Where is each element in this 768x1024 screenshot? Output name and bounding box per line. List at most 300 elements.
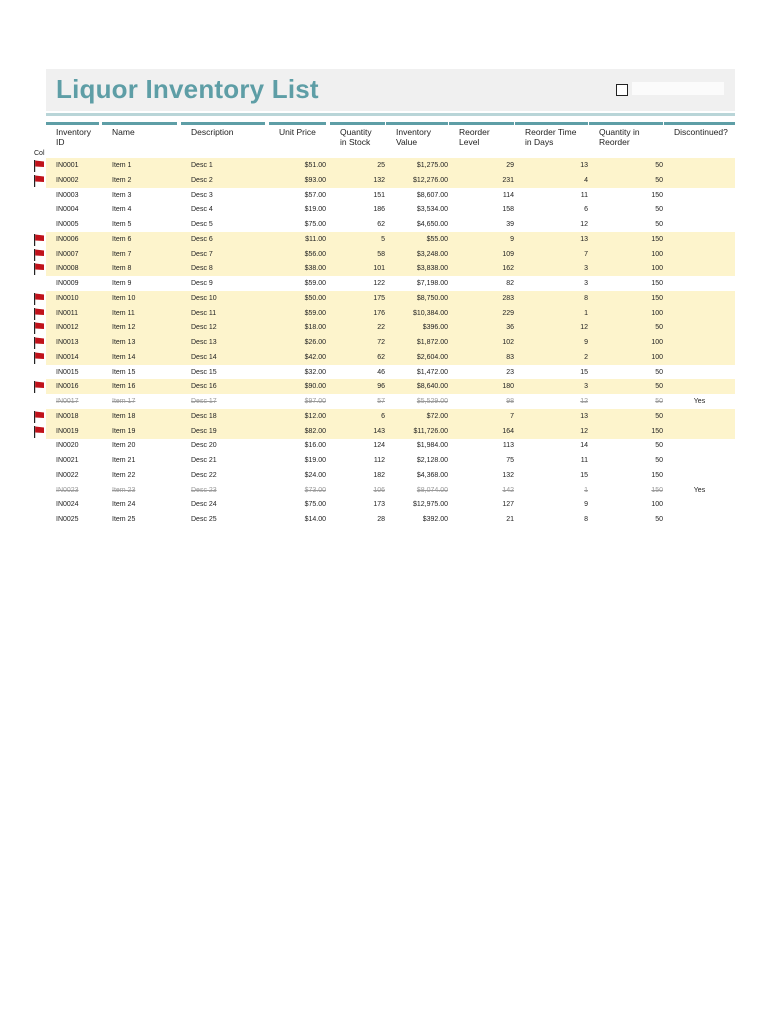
cell-name[interactable]: Item 11 xyxy=(112,309,135,317)
cell-quantity-in-stock[interactable]: 101 xyxy=(373,265,385,273)
cell-inventory-id[interactable]: IN0007 xyxy=(56,250,79,258)
cell-quantity-in-reorder[interactable]: 50 xyxy=(655,221,663,228)
cell-description[interactable]: Desc 5 xyxy=(191,221,213,228)
cell-discontinued[interactable] xyxy=(664,424,735,439)
cell-unit-price[interactable]: $59.00 xyxy=(304,280,326,287)
cell-inventory-value[interactable]: $11,726.00 xyxy=(413,427,448,435)
table-row[interactable] xyxy=(46,232,735,247)
cell-inventory-value[interactable]: $4,368.00 xyxy=(416,471,448,479)
table-row[interactable] xyxy=(46,453,735,468)
table-row[interactable] xyxy=(46,202,735,217)
cell-inventory-value[interactable]: $396.00 xyxy=(422,324,448,332)
cell-unit-price[interactable]: $82.00 xyxy=(304,427,326,435)
cell-discontinued[interactable] xyxy=(664,247,735,262)
cell-quantity-in-reorder[interactable]: 50 xyxy=(655,176,663,184)
cell-inventory-id[interactable]: IN0018 xyxy=(56,412,79,420)
table-row[interactable] xyxy=(46,468,735,483)
cell-unit-price[interactable]: $38.00 xyxy=(304,265,326,273)
cell-description[interactable]: Desc 7 xyxy=(191,250,213,258)
cell-quantity-in-reorder[interactable]: 50 xyxy=(655,162,663,169)
cell-reorder-level[interactable]: 109 xyxy=(502,250,514,258)
cell-inventory-id[interactable]: IN0020 xyxy=(56,442,79,450)
cell-unit-price[interactable]: $14.00 xyxy=(304,516,326,523)
cell-reorder-time[interactable]: 9 xyxy=(584,501,588,509)
checkbox[interactable] xyxy=(616,84,628,96)
cell-reorder-time[interactable]: 14 xyxy=(580,442,588,450)
table-row[interactable] xyxy=(46,188,735,203)
cell-quantity-in-stock[interactable]: 6 xyxy=(381,412,385,420)
table-row[interactable] xyxy=(46,276,735,291)
table-row[interactable] xyxy=(46,320,735,335)
cell-discontinued[interactable] xyxy=(664,232,735,247)
cell-name[interactable]: Item 13 xyxy=(112,339,136,346)
cell-inventory-id[interactable]: IN0004 xyxy=(56,206,79,214)
cell-description[interactable]: Desc 18 xyxy=(191,412,217,420)
cell-quantity-in-stock[interactable]: 72 xyxy=(377,339,385,346)
cell-inventory-value[interactable]: $8,750.00 xyxy=(416,294,448,302)
cell-reorder-level[interactable]: 229 xyxy=(502,309,514,317)
cell-discontinued[interactable] xyxy=(664,335,735,350)
cell-quantity-in-stock[interactable]: 124 xyxy=(373,442,385,450)
cell-discontinued[interactable]: Yes xyxy=(693,398,706,405)
cell-inventory-value[interactable]: $8,074.00 xyxy=(416,486,448,494)
cell-discontinued[interactable] xyxy=(664,453,735,468)
cell-quantity-in-reorder[interactable]: 100 xyxy=(651,250,663,258)
cell-description[interactable]: Desc 1 xyxy=(191,162,213,169)
cell-unit-price[interactable]: $26.00 xyxy=(304,339,326,346)
cell-reorder-time[interactable]: 13 xyxy=(580,235,588,243)
cell-discontinued[interactable] xyxy=(664,497,735,512)
red-flag-icon xyxy=(33,426,45,438)
cell-quantity-in-reorder[interactable]: 150 xyxy=(651,427,663,435)
cell-unit-price[interactable]: $24.00 xyxy=(304,471,326,479)
cell-quantity-in-stock[interactable]: 28 xyxy=(377,516,385,523)
table-row[interactable] xyxy=(46,158,735,173)
cell-quantity-in-stock[interactable]: 132 xyxy=(373,176,385,184)
cell-reorder-time[interactable]: 1 xyxy=(584,309,588,317)
table-row[interactable] xyxy=(46,306,735,321)
column-header-name[interactable] xyxy=(102,122,177,152)
cell-unit-price[interactable]: $93.00 xyxy=(304,176,326,184)
cell-reorder-time[interactable]: 12 xyxy=(580,324,588,332)
cell-quantity-in-reorder[interactable]: 150 xyxy=(651,471,663,479)
cell-description[interactable]: Desc 13 xyxy=(191,339,217,346)
cell-name[interactable]: Item 3 xyxy=(112,191,132,199)
cell-unit-price[interactable]: $50.00 xyxy=(304,294,326,302)
cell-description[interactable]: Desc 2 xyxy=(191,176,213,184)
cell-reorder-level[interactable]: 164 xyxy=(502,427,514,435)
cell-unit-price[interactable]: $19.00 xyxy=(304,457,326,464)
cell-quantity-in-stock[interactable]: 112 xyxy=(373,457,385,464)
cell-discontinued[interactable] xyxy=(664,350,735,365)
table-row[interactable] xyxy=(46,247,735,262)
cell-reorder-time[interactable]: 6 xyxy=(584,206,588,214)
cell-description[interactable]: Desc 23 xyxy=(191,486,217,494)
cell-description[interactable]: Desc 15 xyxy=(191,368,217,376)
cell-unit-price[interactable]: $18.00 xyxy=(304,324,326,332)
cell-name[interactable]: Item 19 xyxy=(112,427,136,435)
cell-discontinued[interactable] xyxy=(664,173,735,188)
cell-quantity-in-stock[interactable]: 176 xyxy=(373,309,385,317)
column-header-inventory-id[interactable] xyxy=(46,122,99,152)
column-header-label: Unit Price xyxy=(279,127,316,137)
cell-quantity-in-stock[interactable]: 62 xyxy=(377,221,385,228)
cell-unit-price[interactable]: $12.00 xyxy=(304,412,326,420)
cell-reorder-time[interactable]: 13 xyxy=(580,162,588,169)
cell-discontinued[interactable] xyxy=(664,158,735,173)
cell-inventory-id[interactable]: IN0015 xyxy=(56,368,79,376)
cell-quantity-in-reorder[interactable]: 50 xyxy=(655,383,663,391)
cell-reorder-level[interactable]: 39 xyxy=(506,221,514,228)
cell-quantity-in-stock[interactable]: 173 xyxy=(373,501,385,509)
cell-description[interactable]: Desc 9 xyxy=(191,280,213,287)
cell-inventory-id[interactable]: IN0008 xyxy=(56,265,79,273)
cell-inventory-id[interactable]: IN0025 xyxy=(56,516,79,523)
cell-discontinued[interactable] xyxy=(664,276,735,291)
cell-quantity-in-stock[interactable]: 22 xyxy=(377,324,385,332)
cell-name[interactable]: Item 22 xyxy=(112,471,136,479)
cell-name[interactable]: Item 6 xyxy=(112,235,132,243)
cell-description[interactable]: Desc 10 xyxy=(191,294,217,302)
cell-discontinued[interactable] xyxy=(664,320,735,335)
column-header-quantity-in-reorder[interactable] xyxy=(589,122,663,152)
cell-inventory-id[interactable]: IN0016 xyxy=(56,383,79,391)
table-row[interactable] xyxy=(46,365,735,380)
cell-quantity-in-reorder[interactable]: 50 xyxy=(655,457,663,464)
table-row[interactable] xyxy=(46,173,735,188)
cell-inventory-value[interactable]: $55.00 xyxy=(426,235,448,243)
cell-reorder-time[interactable]: 2 xyxy=(584,353,588,361)
cell-reorder-time[interactable]: 12 xyxy=(580,221,588,228)
cell-inventory-value[interactable]: $2,604.00 xyxy=(416,353,448,361)
cell-description[interactable]: Desc 11 xyxy=(191,309,217,317)
cell-quantity-in-reorder[interactable]: 100 xyxy=(651,501,663,509)
cell-name[interactable]: Item 5 xyxy=(112,221,132,228)
cell-inventory-id[interactable]: IN0006 xyxy=(56,235,79,243)
cell-reorder-level[interactable]: 162 xyxy=(502,265,514,273)
cell-reorder-time[interactable]: 9 xyxy=(584,339,588,346)
table-row[interactable] xyxy=(46,217,735,232)
cell-unit-price[interactable]: $51.00 xyxy=(304,162,326,169)
cell-inventory-value[interactable]: $10,384.00 xyxy=(412,309,448,317)
cell-name[interactable]: Item 15 xyxy=(112,368,136,376)
red-flag-icon xyxy=(33,411,45,423)
cell-reorder-time[interactable]: 8 xyxy=(584,516,588,523)
cell-discontinued[interactable] xyxy=(664,409,735,424)
cell-description[interactable]: Desc 16 xyxy=(191,383,217,391)
cell-reorder-time[interactable]: 7 xyxy=(584,250,588,258)
table-row[interactable] xyxy=(46,350,735,365)
cell-quantity-in-stock[interactable]: 62 xyxy=(377,353,385,361)
cell-name[interactable]: Item 9 xyxy=(112,280,132,287)
cell-unit-price[interactable]: $90.00 xyxy=(304,383,326,391)
cell-description[interactable]: Desc 12 xyxy=(191,324,217,332)
cell-discontinued[interactable] xyxy=(664,365,735,380)
cell-reorder-level[interactable]: 113 xyxy=(502,442,514,450)
cell-reorder-time[interactable]: 11 xyxy=(580,191,588,199)
cell-quantity-in-reorder[interactable]: 100 xyxy=(651,353,663,361)
cell-name[interactable]: Item 1 xyxy=(112,162,132,169)
cell-inventory-value[interactable]: $392.00 xyxy=(422,516,448,523)
cell-discontinued[interactable]: Yes xyxy=(693,486,706,494)
cell-quantity-in-reorder[interactable]: 50 xyxy=(655,206,663,214)
cell-quantity-in-reorder[interactable]: 100 xyxy=(651,265,663,273)
cell-quantity-in-reorder[interactable]: 50 xyxy=(655,368,663,376)
cell-inventory-id[interactable]: IN0012 xyxy=(56,324,79,332)
cell-quantity-in-reorder[interactable]: 50 xyxy=(655,398,663,405)
cell-inventory-id[interactable]: IN0010 xyxy=(56,294,79,302)
cell-name[interactable]: Item 4 xyxy=(112,206,132,214)
cell-inventory-value[interactable]: $3,534.00 xyxy=(416,206,448,214)
cell-reorder-level[interactable]: 29 xyxy=(506,162,514,169)
cell-unit-price[interactable]: $56.00 xyxy=(304,250,326,258)
cell-inventory-id[interactable]: IN0014 xyxy=(56,353,79,361)
cell-quantity-in-stock[interactable]: 175 xyxy=(373,294,385,302)
cell-quantity-in-stock[interactable]: 5 xyxy=(381,235,385,243)
cell-reorder-level[interactable]: 75 xyxy=(506,457,514,464)
cell-reorder-time[interactable]: 12 xyxy=(580,398,588,405)
cell-reorder-level[interactable]: 36 xyxy=(506,324,514,332)
checkbox-field[interactable] xyxy=(632,82,724,95)
cell-name[interactable]: Item 16 xyxy=(112,383,136,391)
cell-reorder-level[interactable]: 158 xyxy=(502,206,514,214)
cell-reorder-level[interactable]: 21 xyxy=(506,516,514,523)
cell-unit-price[interactable]: $59.00 xyxy=(304,309,326,317)
cell-inventory-value[interactable]: $1,984.00 xyxy=(416,442,448,450)
table-row[interactable] xyxy=(46,483,735,498)
cell-discontinued[interactable] xyxy=(664,291,735,306)
cell-inventory-value[interactable]: $8,607.00 xyxy=(416,191,448,199)
cell-inventory-id[interactable]: IN0023 xyxy=(56,486,79,494)
cell-inventory-value[interactable]: $5,529.00 xyxy=(416,398,448,405)
cell-description[interactable]: Desc 8 xyxy=(191,265,213,273)
column-header-reorder-level[interactable] xyxy=(449,122,514,152)
cell-inventory-value[interactable]: $12,975.00 xyxy=(412,501,448,509)
cell-name[interactable]: Item 7 xyxy=(112,250,132,258)
cell-reorder-time[interactable]: 3 xyxy=(584,383,588,391)
cell-reorder-level[interactable]: 23 xyxy=(506,368,514,376)
cell-discontinued[interactable] xyxy=(664,202,735,217)
cell-description[interactable]: Desc 4 xyxy=(191,206,213,214)
cell-inventory-id[interactable]: IN0001 xyxy=(56,162,79,169)
cell-unit-price[interactable]: $75.00 xyxy=(304,501,326,509)
cell-quantity-in-stock[interactable]: 46 xyxy=(377,368,385,376)
column-header-label: Inventory ID xyxy=(56,127,91,147)
column-header-reorder-time[interactable] xyxy=(515,122,588,152)
cell-unit-price[interactable]: $75.00 xyxy=(304,221,326,228)
cell-inventory-value[interactable]: $7,198.00 xyxy=(416,280,448,287)
cell-quantity-in-reorder[interactable]: 50 xyxy=(655,324,663,332)
cell-quantity-in-reorder[interactable]: 150 xyxy=(651,235,663,243)
cell-inventory-value[interactable]: $3,838.00 xyxy=(416,265,448,273)
column-header-discontinued[interactable] xyxy=(664,122,735,152)
cell-unit-price[interactable]: $32.00 xyxy=(304,368,326,376)
cell-unit-price[interactable]: $42.00 xyxy=(304,353,326,361)
cell-inventory-id[interactable]: IN0017 xyxy=(56,398,79,405)
cell-description[interactable]: Desc 25 xyxy=(191,516,217,523)
cell-discontinued[interactable] xyxy=(664,438,735,453)
cell-quantity-in-reorder[interactable]: 150 xyxy=(651,294,663,302)
column-header-description[interactable] xyxy=(181,122,265,152)
column-header-label: Quantity in Reorder xyxy=(599,127,640,147)
cell-quantity-in-stock[interactable]: 96 xyxy=(377,383,385,391)
cell-unit-price[interactable]: $97.00 xyxy=(304,398,326,405)
cell-discontinued[interactable] xyxy=(664,261,735,276)
cell-unit-price[interactable]: $19.00 xyxy=(304,206,326,214)
cell-name[interactable]: Item 24 xyxy=(112,501,136,509)
cell-inventory-id[interactable]: IN0021 xyxy=(56,457,79,464)
cell-reorder-level[interactable]: 102 xyxy=(502,339,514,346)
cell-reorder-level[interactable]: 180 xyxy=(502,383,514,391)
cell-reorder-time[interactable]: 1 xyxy=(584,486,588,494)
table-row[interactable] xyxy=(46,438,735,453)
cell-description[interactable]: Desc 14 xyxy=(191,353,217,361)
cell-inventory-value[interactable]: $8,640.00 xyxy=(416,383,448,391)
cell-description[interactable]: Desc 17 xyxy=(191,398,217,405)
cell-reorder-time[interactable]: 12 xyxy=(580,427,588,435)
cell-quantity-in-reorder[interactable]: 150 xyxy=(651,486,663,494)
cell-quantity-in-reorder[interactable]: 100 xyxy=(651,309,663,317)
cell-name[interactable]: Item 21 xyxy=(112,457,136,464)
cell-reorder-time[interactable]: 3 xyxy=(584,280,588,287)
cell-quantity-in-reorder[interactable]: 50 xyxy=(655,516,663,523)
cell-reorder-level[interactable]: 132 xyxy=(502,471,514,479)
cell-inventory-id[interactable]: IN0022 xyxy=(56,471,79,479)
cell-name[interactable]: Item 25 xyxy=(112,516,136,523)
cell-description[interactable]: Desc 22 xyxy=(191,471,217,479)
cell-description[interactable]: Desc 6 xyxy=(191,235,213,243)
red-flag-icon xyxy=(33,322,45,334)
cell-reorder-time[interactable]: 3 xyxy=(584,265,588,273)
cell-reorder-time[interactable]: 11 xyxy=(580,457,588,464)
table-row[interactable] xyxy=(46,497,735,512)
cell-name[interactable]: Item 20 xyxy=(112,442,136,450)
column-header-inventory-value[interactable] xyxy=(386,122,448,152)
cell-description[interactable]: Desc 24 xyxy=(191,501,217,509)
cell-discontinued[interactable] xyxy=(664,217,735,232)
column-header-label: Quantity in Stock xyxy=(340,127,372,147)
red-flag-icon xyxy=(33,308,45,320)
cell-description[interactable]: Desc 21 xyxy=(191,457,217,464)
cell-inventory-value[interactable]: $72.00 xyxy=(426,412,448,420)
cell-inventory-value[interactable]: $1,275.00 xyxy=(416,162,448,169)
cell-quantity-in-stock[interactable]: 182 xyxy=(373,471,385,479)
cell-quantity-in-stock[interactable]: 186 xyxy=(373,206,385,214)
cell-inventory-value[interactable]: $2,128.00 xyxy=(416,457,448,464)
cell-reorder-level[interactable]: 127 xyxy=(502,501,514,509)
cell-reorder-time[interactable]: 8 xyxy=(584,294,588,302)
cell-name[interactable]: Item 18 xyxy=(112,412,136,420)
cell-reorder-level[interactable]: 9 xyxy=(510,235,514,243)
column-header-label: Name xyxy=(112,127,135,137)
cell-description[interactable]: Desc 3 xyxy=(191,191,213,199)
cell-discontinued[interactable] xyxy=(664,468,735,483)
cell-reorder-time[interactable]: 13 xyxy=(580,412,588,420)
cell-description[interactable]: Desc 19 xyxy=(191,427,217,435)
red-flag-icon xyxy=(33,175,45,187)
cell-quantity-in-stock[interactable]: 122 xyxy=(373,280,385,287)
cell-unit-price[interactable]: $57.00 xyxy=(304,191,326,199)
table-row[interactable] xyxy=(46,261,735,276)
cell-reorder-level[interactable]: 283 xyxy=(502,294,514,302)
table-row[interactable] xyxy=(46,379,735,394)
table-row[interactable] xyxy=(46,291,735,306)
table-row[interactable] xyxy=(46,394,735,409)
cell-inventory-id[interactable]: IN0002 xyxy=(56,176,79,184)
cell-name[interactable]: Item 8 xyxy=(112,265,132,273)
cell-inventory-id[interactable]: IN0009 xyxy=(56,280,79,287)
cell-inventory-value[interactable]: $1,472.00 xyxy=(416,368,448,376)
column-header-unit-price[interactable] xyxy=(269,122,326,152)
cell-name[interactable]: Item 12 xyxy=(112,324,136,332)
table-row[interactable] xyxy=(46,409,735,424)
column-header-quantity-in-stock[interactable] xyxy=(330,122,385,152)
red-flag-icon xyxy=(33,249,45,261)
cell-inventory-id[interactable]: IN0013 xyxy=(56,339,79,346)
cell-quantity-in-reorder[interactable]: 50 xyxy=(655,412,663,420)
cell-name[interactable]: Item 14 xyxy=(112,353,136,361)
table-row[interactable] xyxy=(46,335,735,350)
cell-discontinued[interactable] xyxy=(664,188,735,203)
cell-inventory-id[interactable]: IN0003 xyxy=(56,191,79,199)
cell-name[interactable]: Item 10 xyxy=(112,294,136,302)
cell-quantity-in-stock[interactable]: 106 xyxy=(373,486,385,494)
cell-quantity-in-stock[interactable]: 57 xyxy=(377,398,385,405)
cell-discontinued[interactable] xyxy=(664,512,735,527)
cell-quantity-in-stock[interactable]: 25 xyxy=(377,162,385,169)
cell-unit-price[interactable]: $11.00 xyxy=(305,235,326,243)
cell-name[interactable]: Item 23 xyxy=(112,486,136,494)
red-flag-icon xyxy=(33,352,45,364)
cell-reorder-level[interactable]: 83 xyxy=(506,353,514,361)
cell-unit-price[interactable]: $16.00 xyxy=(304,442,326,450)
cell-reorder-time[interactable]: 4 xyxy=(584,176,588,184)
cell-quantity-in-reorder[interactable]: 150 xyxy=(651,280,663,287)
cell-reorder-level[interactable]: 231 xyxy=(502,176,514,184)
cell-reorder-time[interactable]: 15 xyxy=(580,368,588,376)
cell-reorder-level[interactable]: 98 xyxy=(506,398,514,405)
cell-quantity-in-reorder[interactable]: 50 xyxy=(655,442,663,450)
cell-reorder-level[interactable]: 82 xyxy=(506,280,514,287)
table-row[interactable] xyxy=(46,512,735,527)
cell-name[interactable]: Item 17 xyxy=(112,398,136,405)
column-header-label: Reorder Time in Days xyxy=(525,127,577,147)
cell-quantity-in-stock[interactable]: 58 xyxy=(377,250,385,258)
cell-description[interactable]: Desc 20 xyxy=(191,442,217,450)
cell-discontinued[interactable] xyxy=(664,379,735,394)
cell-name[interactable]: Item 2 xyxy=(112,176,132,184)
cell-quantity-in-stock[interactable]: 151 xyxy=(373,191,385,199)
cell-reorder-level[interactable]: 114 xyxy=(502,191,514,199)
cell-inventory-id[interactable]: IN0019 xyxy=(56,427,79,435)
cell-inventory-id[interactable]: IN0011 xyxy=(56,309,79,317)
cell-unit-price[interactable]: $73.00 xyxy=(304,486,326,494)
cell-quantity-in-stock[interactable]: 143 xyxy=(373,427,385,435)
cell-inventory-value[interactable]: $3,248.00 xyxy=(416,250,448,258)
cell-inventory-id[interactable]: IN0005 xyxy=(56,221,79,228)
cell-inventory-value[interactable]: $1,872.00 xyxy=(416,339,448,346)
cell-reorder-time[interactable]: 15 xyxy=(580,471,588,479)
cell-inventory-value[interactable]: $4,650.00 xyxy=(416,221,448,228)
cell-quantity-in-reorder[interactable]: 150 xyxy=(651,191,663,199)
cell-reorder-level[interactable]: 142 xyxy=(502,486,514,494)
cell-inventory-id[interactable]: IN0024 xyxy=(56,501,79,509)
table-row[interactable] xyxy=(46,424,735,439)
cell-quantity-in-reorder[interactable]: 100 xyxy=(651,339,663,346)
cell-inventory-value[interactable]: $12,276.00 xyxy=(412,176,448,184)
cell-reorder-level[interactable]: 7 xyxy=(510,412,514,420)
cell-discontinued[interactable] xyxy=(664,306,735,321)
